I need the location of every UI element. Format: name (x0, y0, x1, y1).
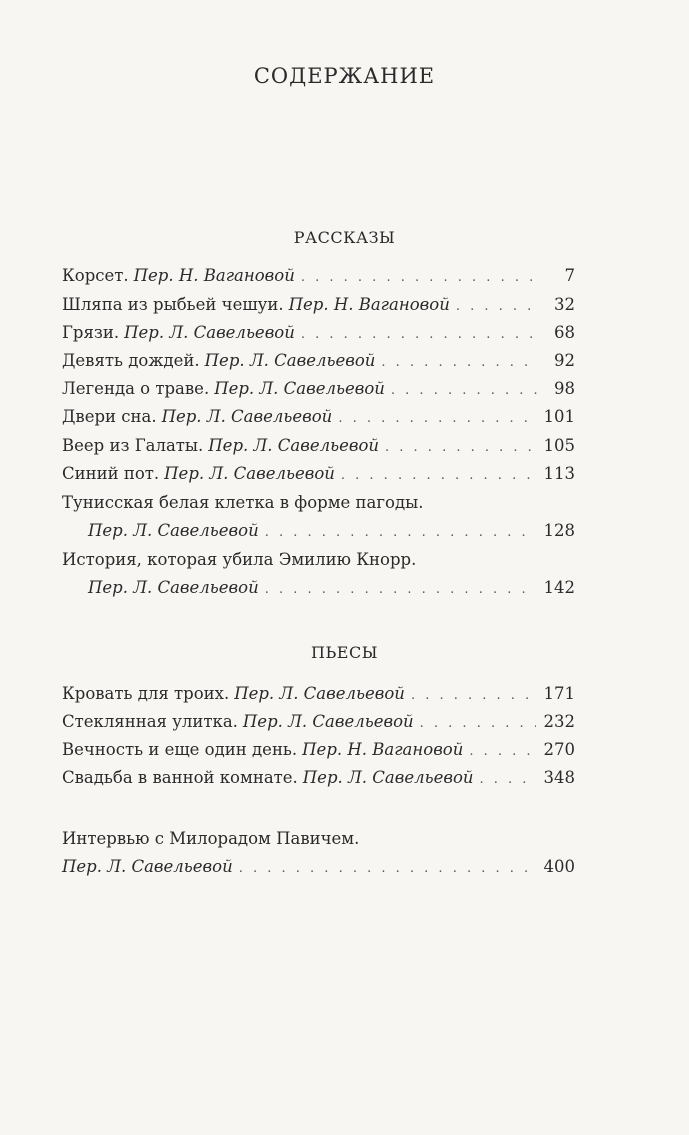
entry-translator: Пер. Л. Савельевой (204, 351, 376, 370)
toc-entry (62, 404, 575, 430)
entry-title: Тунисская белая клетка в форме пагоды. (62, 493, 424, 512)
entry-translator: Пер. Л. Савельевой (164, 464, 335, 483)
entry-page: 128 (543, 521, 575, 540)
entry-page: 400 (543, 857, 575, 876)
entry-translator: Пер. Л. Савельевой (242, 712, 414, 731)
dot-leader (265, 520, 536, 546)
dot-leader (341, 463, 536, 489)
entry-title: Корсет. (62, 266, 129, 285)
entry-translator: Пер. Л. Савельевой (62, 857, 233, 876)
entry-title: Стеклянная улитка. (62, 712, 238, 731)
toc-entry (62, 433, 575, 459)
section-title-stories: РАССКАЗЫ (293, 228, 396, 247)
entry-title: Девять дождей. (62, 351, 200, 370)
toc-entry-first-line (62, 490, 575, 516)
entry-translator: Пер. Л. Савельевой (161, 407, 333, 426)
section-title-plays: ПЬЕСЫ (311, 643, 378, 662)
entry-title: Кровать для троих. (62, 684, 230, 703)
entry-page: 232 (543, 712, 575, 731)
entry-page: 101 (543, 407, 575, 426)
dot-leader (411, 683, 536, 709)
entry-title: Вечность и еще один день. (62, 740, 298, 759)
toc-entry-second-line (62, 518, 575, 544)
toc-entry (62, 765, 575, 791)
entry-translator: Пер. Н. Вагановой (133, 266, 295, 285)
entry-page: 98 (554, 379, 575, 398)
entry-page: 105 (543, 436, 575, 455)
entry-page: 32 (554, 295, 575, 314)
dot-leader (301, 322, 537, 348)
dot-leader (480, 767, 536, 793)
toc-entry (62, 709, 575, 735)
entry-title: Двери сна. (62, 407, 157, 426)
dot-leader (265, 577, 536, 603)
page-title: СОДЕРЖАНИЕ (253, 64, 436, 88)
entry-title: Грязи. (62, 323, 120, 342)
entry-page: 113 (543, 464, 575, 483)
entry-translator: Пер. Н. Вагановой (288, 295, 450, 314)
dot-leader (456, 294, 537, 320)
entry-translator: Пер. Л. Савельевой (208, 436, 380, 455)
toc-entry (62, 461, 575, 487)
entry-title: Интервью с Милорадом Павичем. (62, 829, 360, 848)
toc-entry-first-line (62, 826, 575, 852)
entry-page: 142 (543, 578, 575, 597)
entry-title: Свадьба в ванной комнате. (62, 768, 298, 787)
entry-translator: Пер. Л. Савельевой (88, 578, 259, 597)
dot-leader (420, 711, 536, 737)
entry-page: 68 (554, 323, 575, 342)
toc-entry (62, 737, 575, 763)
dot-leader (391, 378, 537, 404)
toc-entry-second-line (62, 854, 575, 880)
toc-entry (62, 263, 575, 289)
entry-page: 7 (564, 266, 575, 285)
entry-translator: Пер. Л. Савельевой (88, 521, 259, 540)
entry-translator: Пер. Н. Вагановой (302, 740, 464, 759)
toc-entry-first-line (62, 547, 575, 573)
dot-leader (301, 265, 537, 291)
entry-title: История, которая убила Эмилию Кнорр. (62, 550, 417, 569)
dot-leader (469, 739, 535, 765)
entry-title: Легенда о траве. (62, 379, 210, 398)
entry-title: Синий пот. (62, 464, 160, 483)
entry-page: 348 (543, 768, 575, 787)
entry-translator: Пер. Л. Савельевой (234, 684, 405, 703)
toc-entry (62, 292, 575, 318)
toc-entry (62, 681, 575, 707)
toc-entry-second-line (62, 575, 575, 601)
toc-entry (62, 320, 575, 346)
entry-title: Веер из Галаты. (62, 436, 204, 455)
toc-entry (62, 376, 575, 402)
entry-translator: Пер. Л. Савельевой (302, 768, 474, 787)
entry-page: 270 (543, 740, 575, 759)
entry-page: 92 (554, 351, 575, 370)
entry-title: Шляпа из рыбьей чешуи. (62, 295, 284, 314)
dot-leader (338, 406, 535, 432)
dot-leader (385, 435, 535, 461)
entry-translator: Пер. Л. Савельевой (124, 323, 295, 342)
toc-entry (62, 348, 575, 374)
entry-translator: Пер. Л. Савельевой (214, 379, 385, 398)
dot-leader (239, 856, 536, 882)
dot-leader (381, 350, 537, 376)
entry-page: 171 (543, 684, 575, 703)
